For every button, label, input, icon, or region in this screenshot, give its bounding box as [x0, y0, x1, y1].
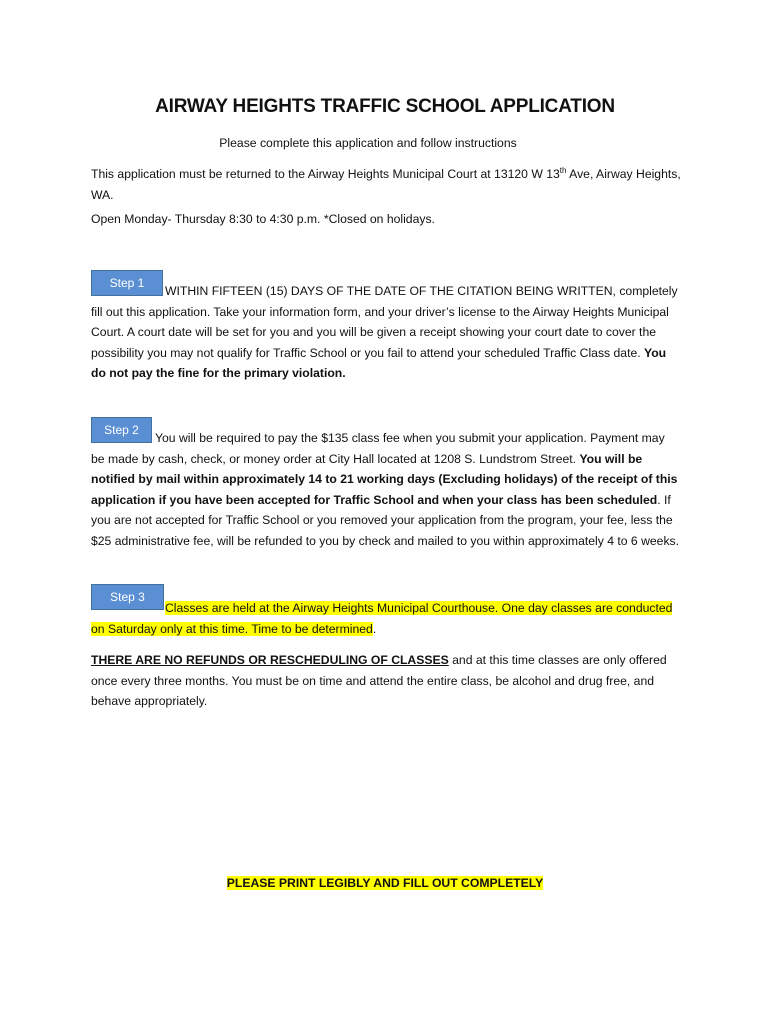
step-3-text [91, 598, 681, 639]
refund-policy [91, 650, 681, 712]
subtitle: Please complete this application and follow instructions [219, 136, 517, 150]
step-2-text [91, 428, 681, 551]
step-2-body-2: . If you are not accepted for Traffic School or you removed your application from the program, your fee, less the $25 administrative fee, will be refunded to you by check and mailed to you within approximately 4 to 6 weeks. [91, 492, 680, 548]
step-2-box: Step 2 [91, 417, 152, 443]
office-hours: Open Monday- Thursday 8:30 to 4:30 p.m. *Closed on holidays. [91, 212, 435, 226]
step-3-highlight: Classes are held at the Airway Heights Municipal Courthouse. One day classes are conducted on Saturday only at this time. Time to be determined [91, 601, 673, 636]
footer-highlight: PLEASE PRINT LEGIBLY AND FILL OUT COMPLETELY [226, 876, 544, 890]
step-1-bold: You do not pay the fine for the primary violation. [91, 345, 667, 380]
step-1-box: Step 1 [91, 270, 163, 296]
return-info-after: Ave, Airway Heights, WA. [91, 167, 681, 202]
refund-text: and at this time classes are only offered once every three months. You must be on time and attend the entire class, be alcohol and drug free, and behave appropriately. [91, 653, 667, 708]
page-title: AIRWAY HEIGHTS TRAFFIC SCHOOL APPLICATION [155, 96, 615, 117]
step-2-bold: You will be notified by mail within approximately 14 to 21 working days (Excluding holidays) of the receipt of this application if you have been accepted for Traffic School and when your class has been scheduled [91, 451, 678, 507]
step-2-body: You will be required to pay the $135 class fee when you submit your application. Payment may be made by cash, check, or money order at City Hall located at 1208 S. Lundstrom Street. [91, 431, 665, 466]
footer-note [0, 876, 770, 890]
return-info [91, 161, 681, 205]
step-3-after: . [372, 621, 377, 636]
step-1-body: WITHIN FIFTEEN (15) DAYS OF THE DATE OF THE CITATION BEING WRITTEN, completely fill out this application. Take your information form, and your driver’s license to the Airway Heights Municipal Court. A court date will be set for you and you will be given a receipt showing your court date to cover the possibility you may not qualify for Traffic School or you fail to attend your scheduled Traffic Class date. [91, 284, 678, 360]
refund-heading: THERE ARE NO REFUNDS OR RESCHEDULING OF CLASSES [91, 653, 449, 667]
step-3-box: Step 3 [91, 584, 164, 610]
return-info-text: This application must be returned to the Airway Heights Municipal Court at 13120 W 13 [91, 167, 560, 182]
step-1-text [91, 281, 681, 384]
return-info-sup: th [559, 166, 567, 175]
